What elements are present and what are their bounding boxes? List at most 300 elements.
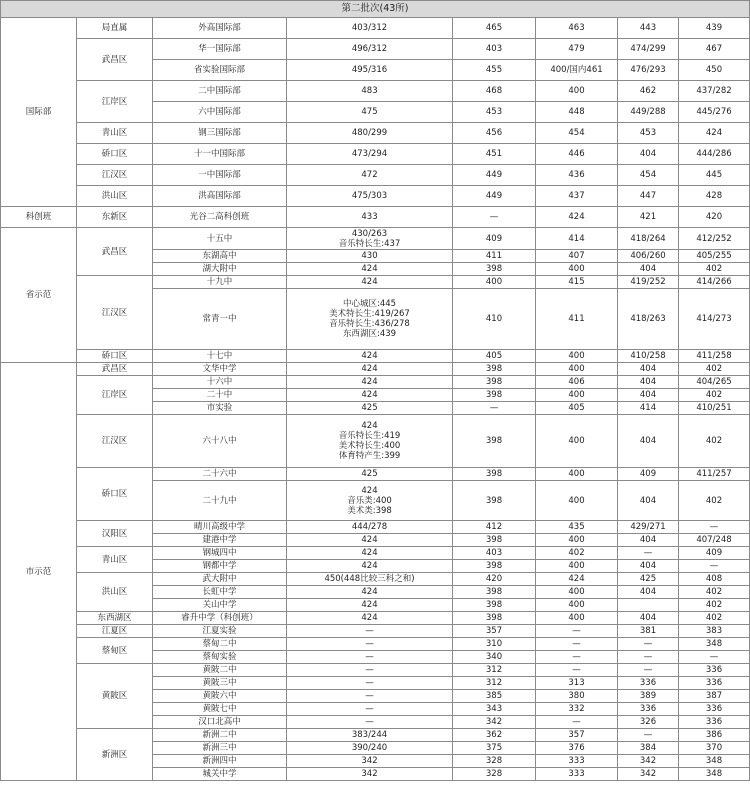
school-cell: 长虹中学 [153, 586, 287, 599]
table-row [1, 165, 750, 186]
score-cell: 405 [536, 402, 618, 415]
score-cell: 475 [287, 102, 453, 123]
school-cell: 钢三国际部 [153, 123, 287, 144]
score-cell: — [679, 560, 750, 573]
score-cell: 444/286 [679, 144, 750, 165]
score-cell: 381 [618, 625, 679, 638]
score-cell: — [287, 690, 453, 703]
category-cell: 省示范 [1, 228, 77, 363]
school-cell: 一中国际部 [153, 165, 287, 186]
score-cell: 342 [618, 768, 679, 781]
district-cell: 江夏区 [77, 625, 153, 638]
score-cell: 404 [618, 481, 679, 521]
table-row [1, 547, 750, 560]
score-cell: 412/252 [679, 228, 750, 250]
score-cell: 404/265 [679, 376, 750, 389]
score-cell: 439 [679, 18, 750, 39]
school-cell: 新洲二中 [153, 729, 287, 742]
district-cell: 硚口区 [77, 144, 153, 165]
category-cell: 国际部 [1, 18, 77, 207]
district-cell: 硚口区 [77, 468, 153, 521]
score-cell: 410/258 [618, 350, 679, 363]
score-cell: 443 [618, 18, 679, 39]
district-cell: 东新区 [77, 207, 153, 228]
score-cell: 404 [618, 144, 679, 165]
score-cell: 406/260 [618, 250, 679, 263]
score-cell: 405/255 [679, 250, 750, 263]
score-cell: 449 [453, 165, 536, 186]
score-cell [287, 228, 453, 250]
district-cell: 蔡甸区 [77, 638, 153, 664]
score-cell: 362 [453, 729, 536, 742]
score-cell: 357 [453, 625, 536, 638]
score-line: 音乐特长生:419 [338, 431, 401, 441]
score-cell: — [618, 547, 679, 560]
score-cell: 420 [679, 207, 750, 228]
score-cell: 336 [679, 677, 750, 690]
score-cell: 336 [679, 703, 750, 716]
score-cell: 414/273 [679, 289, 750, 350]
score-cell: 370 [679, 742, 750, 755]
table-row [1, 228, 750, 250]
score-cell: 402 [679, 586, 750, 599]
score-cell: 456 [453, 123, 536, 144]
school-cell: 十一中国际部 [153, 144, 287, 165]
district-cell: 洪山区 [77, 573, 153, 612]
score-cell: — [287, 703, 453, 716]
school-cell: 汉口北高中 [153, 716, 287, 729]
score-cell: 400 [536, 350, 618, 363]
score-cell: 418/263 [618, 289, 679, 350]
score-cell: 425 [287, 402, 453, 415]
table-row [1, 186, 750, 207]
score-cell: 400 [536, 415, 618, 468]
table-title: 第二批次(43所) [1, 1, 750, 18]
district-cell: 洪山区 [77, 186, 153, 207]
score-cell: — [618, 651, 679, 664]
score-cell: 454 [618, 165, 679, 186]
table-row [1, 39, 750, 60]
score-cell: 449/288 [618, 102, 679, 123]
district-cell: 江岸区 [77, 81, 153, 123]
school-cell: 晴川高级中学 [153, 521, 287, 534]
score-cell: — [453, 207, 536, 228]
score-cell: — [287, 716, 453, 729]
school-cell: 二十九中 [153, 481, 287, 521]
score-cell: 389 [618, 690, 679, 703]
table-row [1, 625, 750, 638]
school-cell: 新洲四中 [153, 755, 287, 768]
score-cell: 402 [679, 363, 750, 376]
district-cell: 江汉区 [77, 165, 153, 186]
score-cell: 390/240 [287, 742, 453, 755]
score-cell: 332 [536, 703, 618, 716]
school-cell: 东湖高中 [153, 250, 287, 263]
table-row [1, 729, 750, 742]
score-cell: 424 [287, 586, 453, 599]
score-cell: 424 [287, 599, 453, 612]
score-cell: — [679, 651, 750, 664]
school-cell: 武大附中 [153, 573, 287, 586]
school-cell: 华一国际部 [153, 39, 287, 60]
score-cell: 403 [453, 547, 536, 560]
score-cell: 404 [618, 534, 679, 547]
district-cell: 江汉区 [77, 276, 153, 350]
school-cell: 省实验国际部 [153, 60, 287, 81]
score-cell: 398 [453, 389, 536, 402]
score-cell: 446 [536, 144, 618, 165]
school-cell: 新洲三中 [153, 742, 287, 755]
score-cell: 414 [536, 228, 618, 250]
score-cell: 404 [618, 389, 679, 402]
score-cell: 420 [453, 573, 536, 586]
score-cell: 402 [679, 612, 750, 625]
school-cell: 关山中学 [153, 599, 287, 612]
score-cell: 410 [453, 289, 536, 350]
score-cell: 333 [536, 755, 618, 768]
score-cell: 424 [287, 263, 453, 276]
category-cell: 市示范 [1, 363, 77, 781]
score-cell: 400 [536, 363, 618, 376]
score-cell: 326 [618, 716, 679, 729]
score-cell: 467 [679, 39, 750, 60]
score-cell: 405 [453, 350, 536, 363]
score-cell: — [536, 651, 618, 664]
table-row [1, 350, 750, 363]
score-cell: 411 [453, 250, 536, 263]
score-cell: 404 [618, 415, 679, 468]
score-cell: — [618, 729, 679, 742]
score-cell: 398 [453, 612, 536, 625]
score-cell: 400 [536, 560, 618, 573]
table-row [1, 363, 750, 376]
score-cell: 436 [536, 165, 618, 186]
score-cell: 404 [618, 560, 679, 573]
score-cell: 400 [536, 612, 618, 625]
school-cell: 黄陂七中 [153, 703, 287, 716]
score-line: 音乐类:400 [347, 495, 392, 506]
score-cell: 385 [453, 690, 536, 703]
score-cell: 403/312 [287, 18, 453, 39]
score-cell: 407 [536, 250, 618, 263]
score-cell: — [618, 664, 679, 677]
score-cell: 424 [287, 363, 453, 376]
score-cell: 407/248 [679, 534, 750, 547]
score-cell: 312 [453, 677, 536, 690]
table-row [1, 123, 750, 144]
score-cell: — [536, 716, 618, 729]
score-cell: 430 [287, 250, 453, 263]
score-cell: 424 [287, 560, 453, 573]
score-cell: 433 [287, 207, 453, 228]
score-cell: — [453, 402, 536, 415]
score-cell: 472 [287, 165, 453, 186]
score-cell: 473/294 [287, 144, 453, 165]
score-cell: 340 [453, 651, 536, 664]
score-cell: — [287, 677, 453, 690]
score-cell: 400 [536, 481, 618, 521]
score-cell: — [618, 638, 679, 651]
score-cell: — [287, 638, 453, 651]
score-cell: 425 [618, 573, 679, 586]
score-cell: 386 [679, 729, 750, 742]
table-row [1, 664, 750, 677]
score-cell: 384 [618, 742, 679, 755]
score-cell: — [287, 651, 453, 664]
score-cell: 400/国内461 [536, 60, 618, 81]
score-cell: 402 [679, 263, 750, 276]
score-cell: 428 [679, 186, 750, 207]
score-line: 424 [361, 421, 378, 431]
table-row [1, 468, 750, 481]
score-cell: 451 [453, 144, 536, 165]
school-cell: 湖大附中 [153, 263, 287, 276]
score-cell: 312 [453, 664, 536, 677]
school-cell: 睿升中学（科创班） [153, 612, 287, 625]
school-cell: 黄陂二中 [153, 664, 287, 677]
table-row [1, 376, 750, 389]
score-cell: 398 [453, 534, 536, 547]
score-cell: 398 [453, 481, 536, 521]
score-cell: 419/252 [618, 276, 679, 289]
school-cell: 蔡甸二中 [153, 638, 287, 651]
score-cell: 445/276 [679, 102, 750, 123]
score-cell: 411 [536, 289, 618, 350]
score-cell: 400 [536, 389, 618, 402]
table-row [1, 415, 750, 468]
table-row [1, 573, 750, 586]
score-cell: 402 [679, 481, 750, 521]
district-cell: 汉阳区 [77, 521, 153, 547]
score-cell: 348 [679, 638, 750, 651]
score-cell: 465 [453, 18, 536, 39]
score-line: 美术特长生:419/267 [329, 309, 410, 319]
score-cell: 412 [453, 521, 536, 534]
score-cell: 336 [618, 677, 679, 690]
score-cell: 450 [679, 60, 750, 81]
score-cell: 342 [287, 768, 453, 781]
score-cell: 437 [536, 186, 618, 207]
school-cell: 黄陂三中 [153, 677, 287, 690]
score-cell: 342 [618, 755, 679, 768]
score-cell: 448 [536, 102, 618, 123]
school-cell: 十六中 [153, 376, 287, 389]
score-cell: 462 [618, 81, 679, 102]
score-cell: 375 [453, 742, 536, 755]
district-cell: 武昌区 [77, 39, 153, 81]
score-cell: 383 [679, 625, 750, 638]
score-cell: 496/312 [287, 39, 453, 60]
school-cell: 光谷二高科创班 [153, 207, 287, 228]
score-cell: 408 [679, 573, 750, 586]
score-cell: 449 [453, 186, 536, 207]
score-cell [287, 481, 453, 521]
score-cell: 342 [287, 755, 453, 768]
score-cell: 425 [287, 468, 453, 481]
score-cell: 463 [536, 18, 618, 39]
score-cell: 336 [679, 716, 750, 729]
score-cell: 424 [287, 376, 453, 389]
table-row [1, 144, 750, 165]
score-cell: 411/258 [679, 350, 750, 363]
score-cell: 455 [453, 60, 536, 81]
score-cell: 424 [287, 612, 453, 625]
district-cell: 黄陂区 [77, 664, 153, 729]
table-row [1, 207, 750, 228]
score-cell: 424 [287, 389, 453, 402]
school-cell: 二十六中 [153, 468, 287, 481]
score-cell: 415 [536, 276, 618, 289]
score-line: 美术特长生:400 [338, 441, 401, 451]
score-cell: 409 [453, 228, 536, 250]
district-cell: 东西湖区 [77, 612, 153, 625]
score-cell: 398 [453, 363, 536, 376]
district-cell: 局直属 [77, 18, 153, 39]
table-row [1, 18, 750, 39]
score-cell: 453 [453, 102, 536, 123]
score-cell [287, 289, 453, 350]
school-cell: 二十中 [153, 389, 287, 402]
score-line: 430/263 [351, 228, 388, 239]
school-cell: 市实验 [153, 402, 287, 415]
score-cell: 409 [679, 547, 750, 560]
score-cell: 336 [679, 664, 750, 677]
score-cell: — [287, 625, 453, 638]
district-cell: 江岸区 [77, 376, 153, 415]
score-cell: 404 [618, 586, 679, 599]
score-cell [618, 599, 679, 612]
score-cell: 328 [453, 768, 536, 781]
score-cell: 398 [453, 415, 536, 468]
score-cell: 333 [536, 768, 618, 781]
district-cell: 武昌区 [77, 363, 153, 376]
score-cell: 404 [618, 376, 679, 389]
district-cell: 江汉区 [77, 415, 153, 468]
score-line: 体育特产生:399 [338, 451, 401, 461]
district-cell: 青山区 [77, 547, 153, 573]
score-cell: 342 [453, 716, 536, 729]
score-cell: 445 [679, 165, 750, 186]
score-cell: 402 [679, 389, 750, 402]
score-cell: 383/244 [287, 729, 453, 742]
score-cell: 435 [536, 521, 618, 534]
score-cell: 411/257 [679, 468, 750, 481]
score-cell: 480/299 [287, 123, 453, 144]
score-cell: 424 [287, 276, 453, 289]
category-cell: 科创班 [1, 207, 77, 228]
score-cell: 414/266 [679, 276, 750, 289]
school-cell: 六中国际部 [153, 102, 287, 123]
score-cell: 410/251 [679, 402, 750, 415]
score-cell: 483 [287, 81, 453, 102]
score-cell: 313 [536, 677, 618, 690]
score-cell: 348 [679, 755, 750, 768]
district-cell: 新洲区 [77, 729, 153, 781]
score-line: 424 [361, 485, 378, 496]
school-cell: 城关中学 [153, 768, 287, 781]
school-cell: 十五中 [153, 228, 287, 250]
score-cell: 402 [679, 599, 750, 612]
score-cell: 376 [536, 742, 618, 755]
score-cell: 380 [536, 690, 618, 703]
table-row [1, 521, 750, 534]
score-line: 东西湖区:439 [342, 329, 397, 339]
score-cell: 454 [536, 123, 618, 144]
score-cell: 447 [618, 186, 679, 207]
score-cell: 387 [679, 690, 750, 703]
score-cell: 398 [453, 560, 536, 573]
school-cell: 外高国际部 [153, 18, 287, 39]
score-cell: — [536, 625, 618, 638]
school-cell: 文华中学 [153, 363, 287, 376]
school-cell: 二中国际部 [153, 81, 287, 102]
score-cell: 479 [536, 39, 618, 60]
score-cell: 424 [679, 123, 750, 144]
score-cell: 424 [287, 547, 453, 560]
school-cell: 十九中 [153, 276, 287, 289]
score-line: 音乐特长生:436/278 [329, 319, 410, 329]
score-cell: 336 [618, 703, 679, 716]
score-cell: 402 [536, 547, 618, 560]
score-cell: 424 [287, 534, 453, 547]
school-cell: 黄陂六中 [153, 690, 287, 703]
table-row [1, 81, 750, 102]
score-cell: 348 [679, 768, 750, 781]
score-cell: 418/264 [618, 228, 679, 250]
score-cell: 400 [536, 534, 618, 547]
score-cell: 404 [618, 612, 679, 625]
score-cell: 406 [536, 376, 618, 389]
school-cell: 钢都中学 [153, 560, 287, 573]
school-cell: 江夏实验 [153, 625, 287, 638]
school-cell: 六十八中 [153, 415, 287, 468]
score-cell: 429/271 [618, 521, 679, 534]
score-cell: 495/316 [287, 60, 453, 81]
score-cell: — [536, 638, 618, 651]
score-cell: 424 [287, 350, 453, 363]
score-cell: 400 [536, 468, 618, 481]
score-cell: 328 [453, 755, 536, 768]
score-cell: 398 [453, 586, 536, 599]
score-cell: 444/278 [287, 521, 453, 534]
score-cell: 400 [536, 586, 618, 599]
school-cell: 建港中学 [153, 534, 287, 547]
score-cell: 398 [453, 263, 536, 276]
school-cell: 蔡甸实验 [153, 651, 287, 664]
score-cell: — [536, 664, 618, 677]
score-cell: 414 [618, 402, 679, 415]
score-cell: 424 [536, 207, 618, 228]
score-cell: 343 [453, 703, 536, 716]
score-cell: — [287, 664, 453, 677]
score-cell: 398 [453, 376, 536, 389]
district-cell: 武昌区 [77, 228, 153, 276]
score-cell: 421 [618, 207, 679, 228]
score-cell: 409 [618, 468, 679, 481]
score-cell: 437/282 [679, 81, 750, 102]
score-cell: 398 [453, 468, 536, 481]
score-cell: 400 [536, 81, 618, 102]
table-row [1, 276, 750, 289]
score-cell: 404 [618, 263, 679, 276]
score-cell: 450(448比较三科之和) [287, 573, 453, 586]
school-cell: 钢城四中 [153, 547, 287, 560]
school-cell: 常青一中 [153, 289, 287, 350]
score-cell: 400 [536, 263, 618, 276]
score-cell: 400 [536, 599, 618, 612]
score-cell: 468 [453, 81, 536, 102]
score-cell: 398 [453, 599, 536, 612]
